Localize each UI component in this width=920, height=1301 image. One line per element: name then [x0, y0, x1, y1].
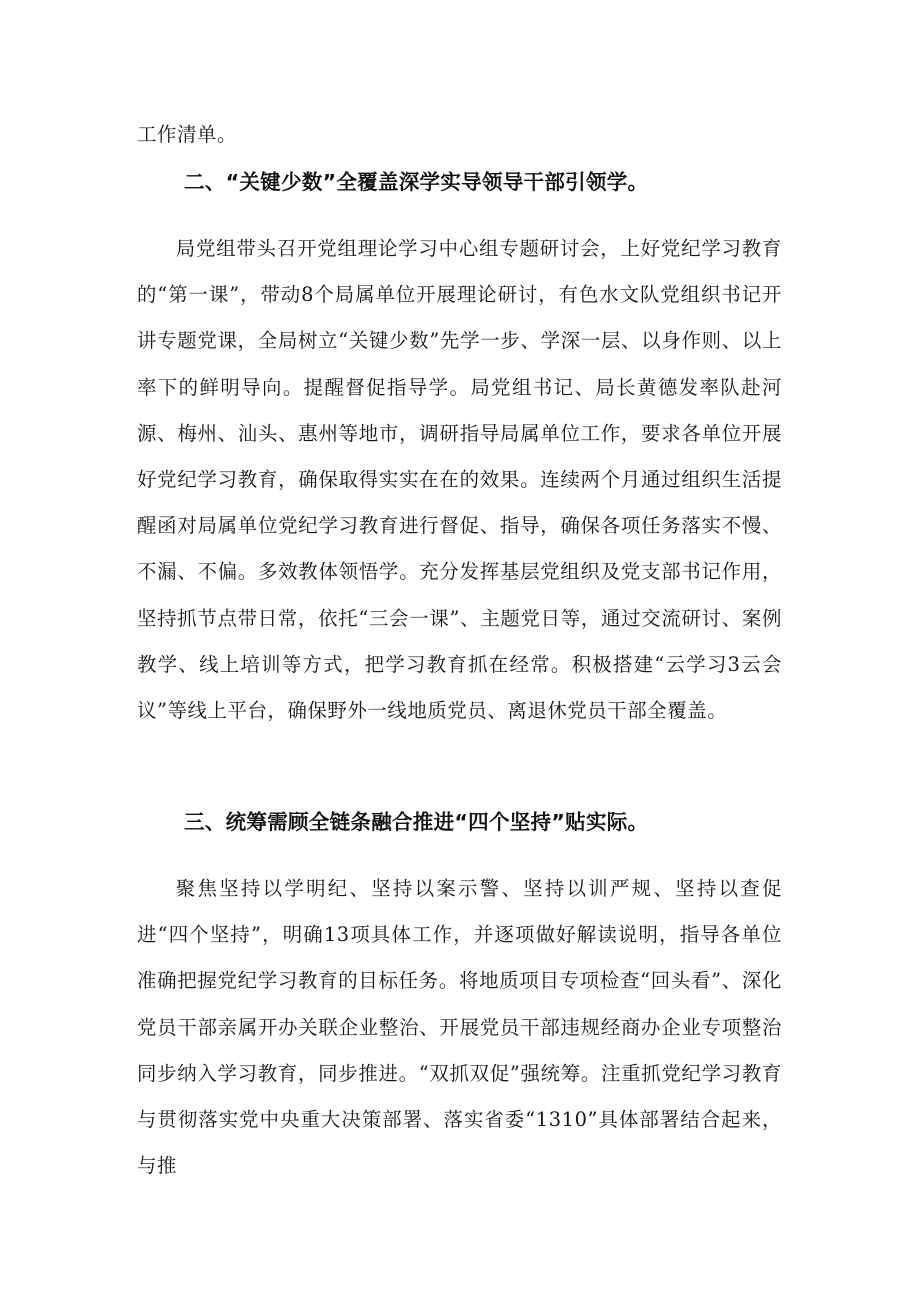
- section-heading-3: 三、统筹需顾全链条融合推进“四个坚持”贴实际。: [184, 810, 649, 834]
- section-body-2: 局党组带头召开党组理论学习中心组专题研讨会，上好党纪学习教育的“第一课”，带动8个局属单位开展理论研讨，有色水文队党组织书记开讲专题党课，全局树立“关键少数”先学一步、学深一层、以身作则、以上率下的鲜明导向。提醒督促指导学。局党组书记、局长黄德发率队赴河源、梅州、汕头、惠州等地市，调研指导局属单位工作，要求各单位开展好党纪学习教育，确保取得实实在在的效果。连续两个月通过组织生活提醒函对局属单位党纪学习教育进行督促、指导，确保各项任务落实不慢、不漏、不偏。多效教体领悟学。充分发挥基层党组织及党支部书记作用，坚持抓节点带日常，依托“三会一课”、主题党日等，通过交流研讨、案例教学、线上培训等方式，把学习教育抓在经常。积极搭建“云学习3云会议”等线上平台，确保野外一线地质党员、离退休党员干部全覆盖。: [137, 237, 782, 723]
- section-body-3: 聚焦坚持以学明纪、坚持以案示警、坚持以训严规、坚持以查促进“四个坚持”，明确13项具体工作，并逐项做好解读说明，指导各单位准确把握党纪学习教育的目标任务。将地质项目专项检查“回头看”、深化党员干部亲属开办关联企业整治、开展党员干部违规经商办企业专项整治同步纳入学习教育，同步推进。“双抓双促”强统筹。注重抓党纪学习教育与贯彻落实党中央重大决策部署、落实省委“1310”具体部署结合起来，与推: [137, 877, 782, 1178]
- section-heading-2: 二、“关键少数”全覆盖深学实导领导干部引领学。: [184, 170, 649, 194]
- intro-paragraph-tail: 工作清单。: [137, 123, 237, 146]
